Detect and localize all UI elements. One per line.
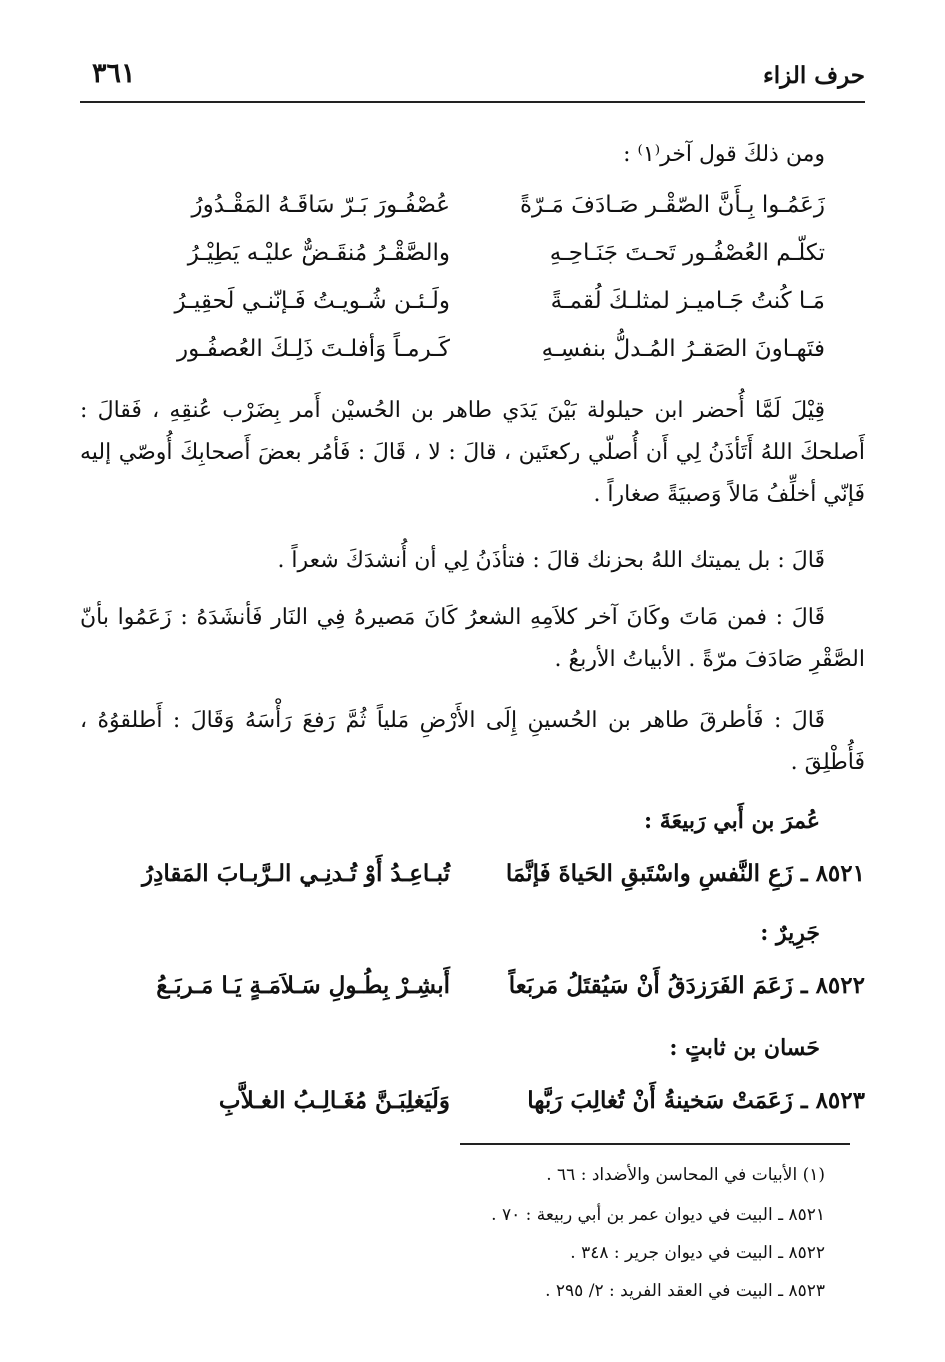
poem-verse	[80, 336, 865, 376]
verse-second-hemistich: كَـرمـاً وَأفلـتَ ذَلِـكَ العُصفُـور	[177, 336, 450, 362]
poet-name: حَسان بن ثابتٍ :	[669, 1035, 820, 1061]
poem-verse	[80, 240, 865, 280]
verse-second-hemistich: والصَّقْـرُ مُنقَـضٌّ عليْـه يَطِيْـرُ	[187, 240, 450, 266]
page-number: ٣٦١	[92, 58, 136, 89]
chapter-title: حرف الزاء	[762, 62, 865, 89]
story-paragraph-3: قَالَ : فمن مَاتَ وكَانَ آخر كلاَمِهِ الشعرُ كَانَ مَصيرهُ فِي النَار فَأنشَدَهُ : زَعَمُوا بأنّ الصَّقْرِ صَادَفَ مرّةً . الأبياتُ الأربعُ .	[80, 605, 865, 672]
story-paragraph-1: قِيْلَ لَمَّا أُحضر ابن حيلولة بَيْنَ يَدَي طاهر بن الحُسيْن أَمر بِضَرْب عُنقِهِ ، فَقالَ : أَصلحكَ اللهُ أَتَأذَنُ لِي أَن أُصلّي ركعتَين ، قالَ : لا ، قَالَ : فَأمُر بعضَ أَصحابِكَ أُوصّي إليه فَإنّي أخلِّفُ مَالاً وَصبيَةً صغاراً .	[80, 398, 865, 507]
intro-line: ومن ذلكَ قول آخر⁽١⁾ :	[623, 142, 825, 167]
footnote: ٨٥٢١ ـ البيت في ديوان عمر بن أبي ربيعة : ٧٠ .	[491, 1205, 825, 1225]
verse-first-hemistich: مَـا كُنتُ جَـاميـز لمثلـكَ لُقمـةً	[550, 288, 825, 314]
footnote: ٨٥٢٣ ـ البيت في العقد الفريد : ٢/ ٢٩٥ .	[545, 1281, 825, 1301]
footnote-divider	[460, 1143, 850, 1145]
verse-second-hemistich: تُبـاعِـدُ أَوْ تُـدنِـي الـرَّبـابَ المَقادِرُ	[142, 860, 450, 887]
poem-verse	[80, 288, 865, 328]
verse-second-hemistich: ولَـئـن شُـويـتُ فَـإنّنـي لَحقِيـرُ	[174, 288, 450, 314]
header-divider	[80, 101, 865, 103]
verse-second-hemistich: وَلَيَغلِبَـنَّ مُغَـالِـبُ الغـلاَّبِ	[218, 1087, 450, 1114]
numbered-verse	[80, 972, 865, 1012]
verse-first-hemistich: ٨٥٢١ ـ زَعِ النَّفسِ واسْتَبقِ الحَياةَ فَإنَّمَا	[505, 860, 865, 887]
verse-first-hemistich: تكلّـم العُصْفُـور تَحـتَ جَنَـاحِـهِ	[549, 240, 825, 266]
poet-name: جَرِيرٌ :	[760, 920, 820, 946]
poet-name: عُمرَ بن أَبي رَبيعَةَ :	[644, 808, 820, 834]
verse-first-hemistich: ٨٥٢٢ ـ زَعَمَ الفَرَزدَقُ أَنْ سَيُقتَلُ مَربَعاً	[508, 972, 865, 999]
footnote: (١) الأبيات في المحاسن والأضداد : ٦٦ .	[546, 1165, 825, 1185]
numbered-verse	[80, 1087, 865, 1127]
story-paragraph-4: قَالَ : فَأطرقَ طاهر بن الحُسينِ إِلَى الأَرْضِ مَلياً ثُمَّ رَفعَ رَأْسَهُ وَقَالَ : أَطلقوُهُ ، فَأُطْلِقَ .	[80, 708, 865, 775]
numbered-verse	[80, 860, 865, 900]
footnote: ٨٥٢٢ ـ البيت في ديوان جرير : ٣٤٨ .	[570, 1243, 825, 1263]
verse-second-hemistich: أَبشِـرْ بِطُـولِ سَـلاَمَـةٍ يَـا مَـربَـعُ	[156, 972, 450, 999]
verse-first-hemistich: فتَهـاونَ الصَقـرُ المُـدلُّ بنفسِـهِ	[541, 336, 825, 362]
verse-first-hemistich: زَعَمُـوا بِـأَنَّ الصّقْـر صَـادَفَ مَـرّةً	[520, 192, 825, 218]
story-paragraph-2: قَالَ : بل يميتك اللهُ بحزنك قالَ : فتأذَنُ لِي أن أُنشدَكَ شعراً .	[277, 548, 825, 573]
poem-verse	[80, 192, 865, 232]
verse-second-hemistich: عُصْفُـورَ بَـرّ سَاقَـهُ المَقْـدُورُ	[191, 192, 450, 218]
verse-first-hemistich: ٨٥٢٣ ـ زَعَمَتْ سَخينةُ أَنْ تُغالِبَ رَبَّها	[527, 1087, 865, 1114]
